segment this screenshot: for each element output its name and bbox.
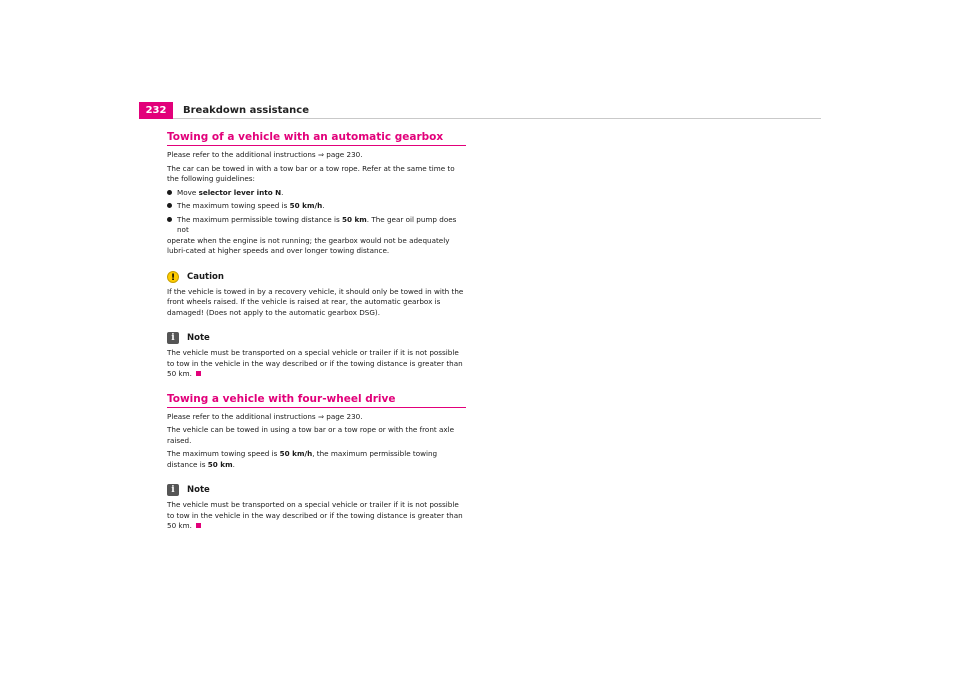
note-title: Note [187, 333, 210, 343]
caution-text: If the vehicle is towed in by a recovery vehicle, it should only be towed in with the front wheels raised. If the vehicle is raised at rear, the automatic gearbox is damaged! (Does not apply to the automatic gearbox DSG). [167, 286, 464, 317]
caution-title: Caution [187, 271, 224, 282]
bullet-text: . [281, 187, 284, 197]
emphasis: 50 km/h [279, 449, 313, 458]
text: . [232, 459, 235, 469]
caution-header [167, 270, 466, 284]
paragraph: Please refer to the additional instructions ⇒ page 230. [167, 150, 363, 159]
paragraph: The car can be towed in with a tow bar or a tow rope. Refer at the same time to the following guidelines: [167, 163, 455, 183]
bullet-emphasis: selector lever into N [198, 187, 282, 197]
bullet-emphasis: 50 km/h [289, 201, 323, 210]
section-end-icon [196, 371, 201, 376]
bullet-icon [167, 217, 172, 222]
section-title-four-wheel-drive: Towing a vehicle with four-wheel drive [167, 392, 466, 408]
bullet-text: . The gear oil pump does not [177, 214, 457, 234]
note-text: The vehicle must be transported on a special vehicle or trailer if it is not possible to tow in the vehicle in the way described or if the towing distance is greater than 50 km. [167, 348, 463, 378]
bullet-text: The maximum towing speed is [177, 201, 290, 210]
paragraph: Please refer to the additional instructions ⇒ page 230. [167, 411, 363, 421]
info-icon: i [167, 332, 179, 344]
note-text: The vehicle must be transported on a special vehicle or trailer if it is not possible to tow in the vehicle in the way described or if the towing distance is greater than 50 km. [167, 500, 463, 530]
note-header [167, 331, 466, 345]
note-title: Note [187, 485, 210, 495]
info-icon: i [167, 484, 179, 496]
section-title-automatic-gearbox: Towing of a vehicle with an automatic gearbox [167, 130, 466, 146]
page-header [139, 101, 821, 119]
bullet-emphasis: 50 km [341, 214, 367, 224]
text: , the maximum permissible towing distance is [167, 449, 438, 469]
bullet-text: Move [177, 187, 199, 197]
chapter-title: Breakdown assistance [183, 105, 309, 116]
section-end-icon [196, 523, 201, 528]
list-item [167, 215, 466, 257]
content-column [167, 130, 466, 535]
caution-icon: ! [167, 271, 179, 283]
bullet-icon [167, 190, 172, 195]
bullet-text: . [322, 201, 325, 210]
bullet-continuation: operate when the engine is not running; the gearbox would not be adequately lubri-cated at higher speeds and over longer towing distance. [167, 235, 450, 255]
header-rule [173, 118, 821, 119]
note-paragraph [167, 348, 466, 380]
list-item [167, 188, 466, 199]
emphasis: 50 km [207, 459, 233, 469]
list-item [167, 201, 466, 212]
bullet-icon [167, 203, 172, 208]
note-paragraph [167, 500, 466, 532]
paragraph [167, 449, 466, 470]
page-number: 232 [139, 102, 173, 119]
text: The maximum towing speed is [167, 449, 280, 458]
note-header [167, 483, 466, 497]
paragraph: The vehicle can be towed in using a tow bar or a tow rope or with the front axle raised. [167, 425, 455, 445]
bullet-text: The maximum permissible towing distance is [177, 214, 342, 224]
